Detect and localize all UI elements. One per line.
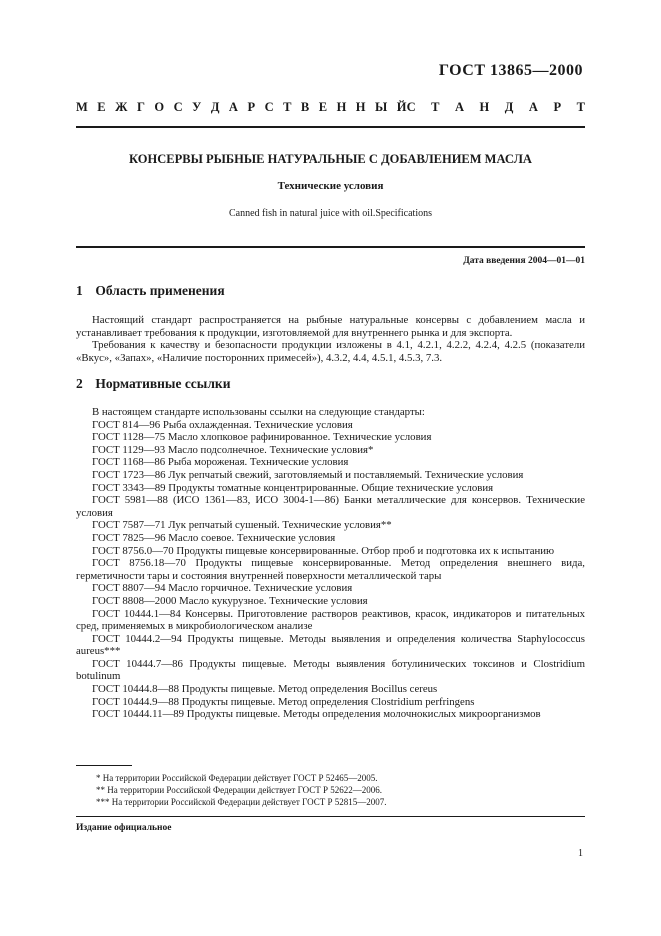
header-rule [76,126,585,128]
banner-letter: А [454,100,464,114]
reference-item [76,608,585,633]
reference-title: Продукты пищевые. Методы выявления и определения количества Staphylococcus aureus*** [76,632,585,658]
interstate-standard-banner [76,100,585,115]
reference-item [76,444,585,457]
banner-letter: У [192,100,202,114]
reference-code: ГОСТ 1129—93 [92,443,166,456]
reference-title: Продукты пищевые консервированные. Отбор проб и подготовка их к испытанию [176,544,555,557]
edition-label: Издание официальное [76,823,172,833]
reference-item [76,431,585,444]
references-lead: В настоящем стандарте использованы ссылки на следующие стандарты: [92,406,425,418]
banner-letter: Р [247,100,256,114]
section-1-number: 1 [76,283,83,298]
footnote-rule [76,765,132,766]
reference-code: ГОСТ 10444.7—86 [92,657,183,670]
reference-code: ГОСТ 814—96 [92,418,161,431]
reference-title: Продукты пищевые. Метод определения Clostridium perfringens [181,695,475,708]
banner-letter: Д [210,100,220,114]
reference-item [76,557,585,582]
footnotes [76,772,585,808]
reference-code: ГОСТ 3343—89 [92,481,166,494]
reference-code: ГОСТ 8756.18—70 [92,557,186,570]
banner-letter: М [76,100,88,114]
reference-title: Масло горчичное. Технические условия [168,582,353,595]
banner-letter: Т [576,100,585,114]
reference-title: Масло соевое. Технические условия [168,531,336,544]
section-2-number: 2 [76,376,83,391]
reference-code: ГОСТ 7825—96 [92,531,166,544]
reference-title: Продукты пищевые. Метод определения Bocillus cereus [181,683,438,696]
banner-letter: Т [283,100,292,114]
reference-code: ГОСТ 7587—71 [92,519,166,532]
footer-rule [76,816,585,817]
banner-letter: В [300,100,310,114]
banner-letter: Н [355,100,366,114]
banner-letter: Д [504,100,514,114]
reference-code: ГОСТ 10444.2—94 [92,632,182,645]
page-number: 1 [578,848,583,859]
reference-title: Консервы. Приготовление растворов реактивов, красок, индикаторов и питательных сред, применяемых в микробиологическом анализе [76,607,585,633]
banner-letter: С [406,100,416,114]
banner-letter: А [228,100,238,114]
reference-item [76,545,585,558]
reference-code: ГОСТ 8807—94 [92,582,166,595]
document-number: ГОСТ 13865—2000 [438,62,583,79]
banner-letter: Й [396,100,407,114]
banner-letter: Е [97,100,106,114]
reference-title: Продукты пищевые консервированные. Метод определения внешнего вида, герметичности тары и состояния внутренней поверхности металлической тары [76,557,585,582]
reference-title: Рыба охлажденная. Технические условия [162,418,353,431]
reference-title: Рыба мороженая. Технические условия [167,456,349,469]
reference-code: ГОСТ 10444.11—89 [92,708,185,721]
interstate-word-2 [407,100,585,115]
section-2-heading [76,376,230,392]
section-1-paragraph: Требования к качеству и безопасности продукции изложены в 4.1, 4.2.1, 4.2.2, 4.2.4, 4.2.5 (показатели «Вкус», «Запах», «Наличие посторонних примесей»), 4.3.2, 4.4, 4.5.1, 4.5.3, 7.3. [76,339,585,364]
banner-letter: Г [136,100,145,114]
banner-letter: О [154,100,165,114]
banner-letter: Т [431,100,440,114]
reference-item [76,696,585,709]
banner-letter: Р [553,100,562,114]
footnote: * На территории Российской Федерации действует ГОСТ Р 52465—2005. [96,773,378,783]
reference-title: Лук репчатый свежий, заготовляемый и поставляемый. Технические условия [168,468,524,481]
reference-item [76,456,585,469]
reference-code: ГОСТ 1723—86 [92,468,166,481]
banner-letter: А [528,100,538,114]
section-1-body [76,314,585,364]
section-2-title: Нормативные ссылки [95,376,231,391]
reference-title: Продукты томатные концентрированные. Общие технические условия [168,481,494,494]
banner-letter: Ы [375,100,388,114]
reference-code: ГОСТ 10444.1—84 [92,607,181,620]
references-list [76,406,585,721]
footnote: ** На территории Российской Федерации действует ГОСТ Р 52622—2006. [96,785,382,795]
reference-title: Продукты пищевые. Методы выявления ботулинических токсинов и Clostridium botulinum [76,657,585,683]
interstate-word-1 [76,100,407,115]
reference-code: ГОСТ 5981—88 [92,494,168,507]
reference-code: ГОСТ 1168—86 [92,456,166,469]
section-1-heading [76,283,225,299]
reference-item [76,633,585,658]
banner-letter: Н [479,100,490,114]
reference-item [76,582,585,595]
reference-item [76,532,585,545]
reference-title: Продукты пищевые. Методы определения молочнокислых микроорганизмов [186,708,541,721]
reference-item [76,595,585,608]
footnote: *** На территории Российской Федерации действует ГОСТ Р 52815—2007. [96,797,387,807]
reference-title: Масло подсолнечное. Технические условия* [167,443,374,456]
reference-title: Масло кукурузное. Технические условия [179,594,368,607]
banner-letter: С [173,100,183,114]
banner-letter: Н [336,100,347,114]
reference-title: Лук репчатый сушеный. Технические условия** [168,519,392,532]
reference-item [76,658,585,683]
standard-subtitle: Технические условия [277,180,384,192]
title-rule [76,246,585,248]
standard-title: КОНСЕРВЫ РЫБНЫЕ НАТУРАЛЬНЫЕ С ДОБАВЛЕНИЕМ МАСЛА [129,152,532,166]
reference-code: ГОСТ 8756.0—70 [92,544,174,557]
english-title: Canned fish in natural juice with oil.Specifications [228,208,432,219]
reference-item [76,482,585,495]
reference-item [76,683,585,696]
reference-item [76,469,585,482]
reference-title: (ИСО 1361—83, ИСО 3004-1—86) Банки металлические для консервов. Технические условия [76,494,585,519]
reference-code: ГОСТ 10444.8—88 [92,683,180,696]
reference-item [76,708,585,721]
reference-title: Масло хлопковое рафинированное. Технические условия [167,431,432,444]
section-1-paragraph: Настоящий стандарт распространяется на рыбные натуральные консервы с добавлением масла и устанавливает требования к продукции, изготовляемой для внутреннего рынка и для экспорта. [76,314,585,339]
reference-item [76,494,585,519]
reference-code: ГОСТ 10444.9—88 [92,695,180,708]
banner-letter: С [264,100,274,114]
reference-item [76,519,585,532]
reference-code: ГОСТ 8808—2000 [92,594,177,607]
reference-item [76,419,585,432]
introduction-date: Дата введения 2004—01—01 [463,256,585,266]
section-1-title: Область применения [95,283,225,298]
banner-letter: Е [318,100,328,114]
reference-code: ГОСТ 1128—75 [92,431,166,444]
banner-letter: Ж [115,100,128,114]
